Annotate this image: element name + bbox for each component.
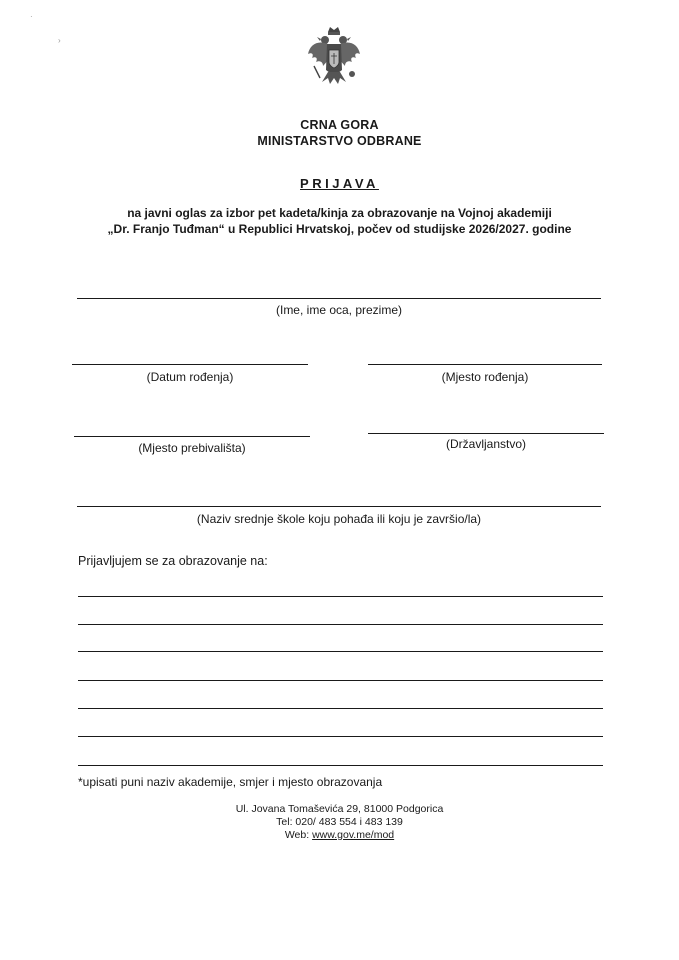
form-subtitle-line2: „Dr. Franjo Tuđman“ u Republici Hrvatskoj, počev od studijske 2026/2027. godine xyxy=(107,222,572,236)
school-caption: (Naziv srednje škole koju pohađa ili koju je završio/la) xyxy=(196,512,482,526)
coat-of-arms-icon xyxy=(306,26,362,88)
application-line[interactable] xyxy=(78,708,603,709)
scan-mark: › xyxy=(58,36,61,45)
application-line[interactable] xyxy=(78,765,603,766)
ministry-heading: MINISTARSTVO ODBRANE xyxy=(257,134,422,148)
birth-date-field[interactable] xyxy=(72,364,308,365)
full-name-field[interactable] xyxy=(77,298,601,299)
birth-date-caption: (Datum rođenja) xyxy=(146,370,234,384)
footer-web xyxy=(0,829,679,841)
residence-field[interactable] xyxy=(74,436,310,437)
form-title-text: PRIJAVA xyxy=(300,176,379,191)
full-name-caption: (Ime, ime oca, prezime) xyxy=(275,303,403,317)
citizenship-caption: (Državljanstvo) xyxy=(445,437,526,451)
scan-mark: · xyxy=(30,12,33,21)
application-prompt: Prijavljujem se za obrazovanje na: xyxy=(78,554,268,568)
footer-web-link[interactable]: www.gov.me/mod xyxy=(312,829,395,841)
birth-place-field[interactable] xyxy=(368,364,602,365)
citizenship-field[interactable] xyxy=(368,433,604,434)
application-line[interactable] xyxy=(78,596,603,597)
footer-address: Ul. Jovana Tomaševića 29, 81000 Podgorica xyxy=(235,803,444,815)
footer-phone: Tel: 020/ 483 554 i 483 139 xyxy=(276,816,403,828)
residence-caption: (Mjesto prebivališta) xyxy=(138,441,246,455)
application-line[interactable] xyxy=(78,651,603,652)
form-title xyxy=(0,176,679,191)
country-heading: CRNA GORA xyxy=(300,118,379,132)
school-field[interactable] xyxy=(77,506,601,507)
footer-web-label: Web: xyxy=(284,829,313,841)
form-subtitle-line1: na javni oglas za izbor pet kadeta/kinja za obrazovanje na Vojnoj akademiji xyxy=(127,206,552,220)
application-line[interactable] xyxy=(78,624,603,625)
application-line[interactable] xyxy=(78,680,603,681)
footnote: *upisati puni naziv akademije, smjer i mjesto obrazovanja xyxy=(78,775,383,789)
birth-place-caption: (Mjesto rođenja) xyxy=(441,370,529,384)
application-line[interactable] xyxy=(78,736,603,737)
